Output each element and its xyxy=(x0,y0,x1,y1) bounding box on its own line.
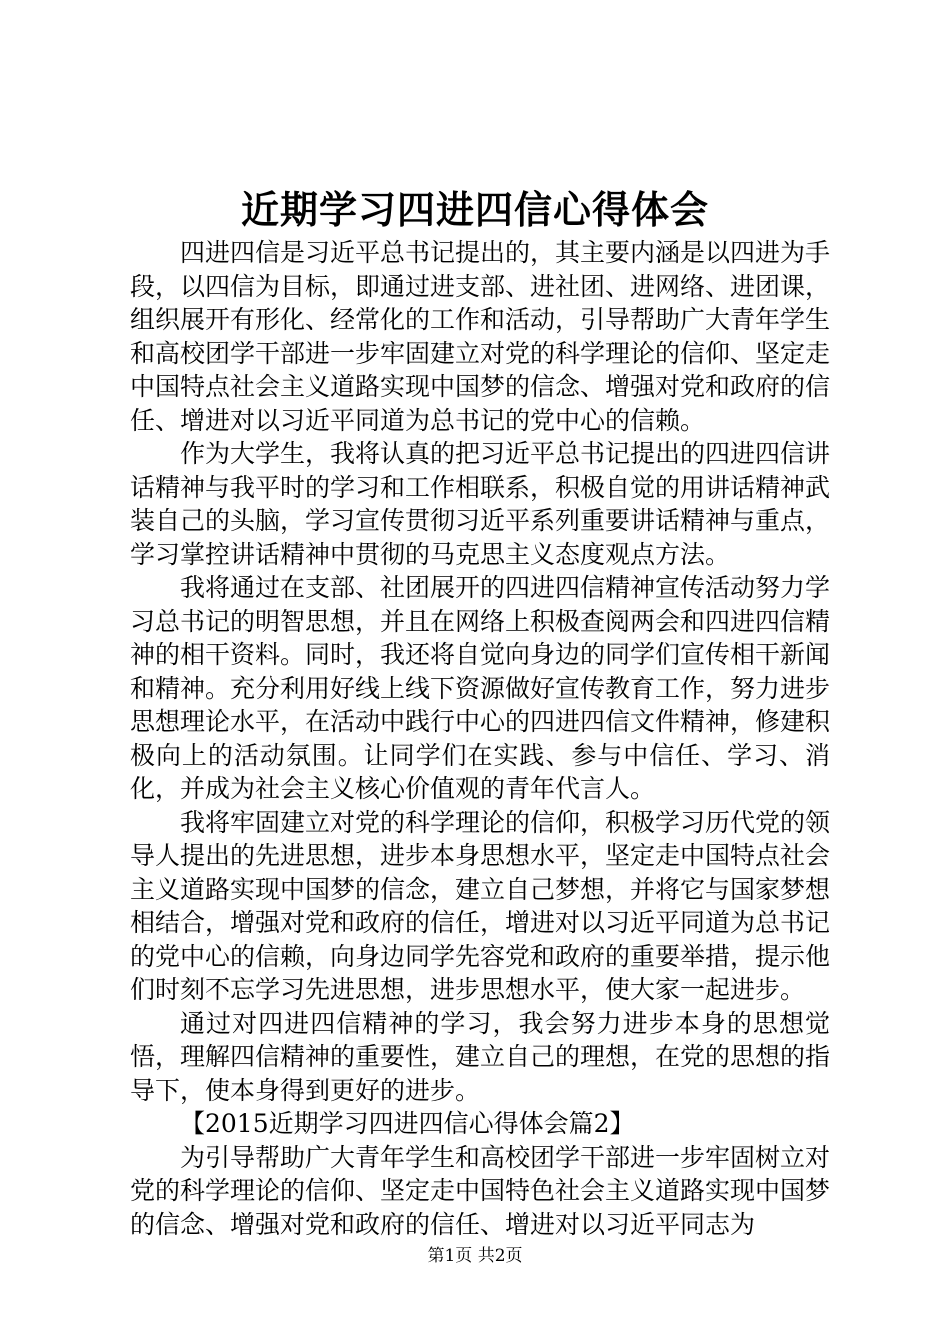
page-footer: 第1页 共2页 xyxy=(427,1246,523,1266)
paragraph-4: 我将牢固建立对党的科学理论的信仰，积极学习历代党的领导人提出的先进思想，进步本身思想水平，坚定走中国特点社会主义道路实现中国梦的信念，建立自己梦想，并将它与国家梦想相结合，增强对党和政府的信任，增进对以习近平同道为总书记的党中心的信赖，向身边同学先容党和政府的重要举措，提示他们时刻不忘学习先进思想，进步思想水平，使大家一起进步。 xyxy=(130,807,831,1004)
paragraph-2: 作为大学生，我将认真的把习近平总书记提出的四进四信讲话精神与我平时的学习和工作相联系，积极自觉的用讲话精神武装自己的头脑，学习宣传贯彻习近平系列重要讲话精神与重点，学习掌控讲话精神中贯彻的马克思主义态度观点方法。 xyxy=(130,439,831,569)
paragraph-3: 我将通过在支部、社团展开的四进四信精神宣传活动努力学习总书记的明智思想，并且在网络上积极查阅两会和四进四信精神的相干资料。同时，我还将自觉向身边的同学们宣传相干新闻和精神。充分利用好线上线下资源做好宣传教育工作，努力进步思想理论水平，在活动中践行中心的四进四信文件精神，修建积极向上的活动氛围。让同学们在实践、参与中信任、学习、消化，并成为社会主义核心价值观的青年代言人。 xyxy=(130,573,831,803)
document-title: 近期学习四进四信心得体会 xyxy=(240,187,709,232)
document-body xyxy=(130,236,830,1241)
section-heading: 【2015近期学习四进四信心得体会篇2】 xyxy=(180,1109,635,1138)
paragraph-6: 为引导帮助广大青年学生和高校团学干部进一步牢固树立对党的科学理论的信仰、坚定走中国特色社会主义道路实现中国梦的信念、增强对党和政府的信任、增进对以习近平同志为 xyxy=(130,1142,831,1239)
paragraph-1: 四进四信是习近平总书记提出的，其主要内涵是以四进为手段，以四信为目标，即通过进支部、进社团、进网络、进团课，组织展开有形化、经常化的工作和活动，引导帮助广大青年学生和高校团学干部进一步牢固建立对党的科学理论的信仰、坚定走中国特点社会主义道路实现中国梦的信念、增强对党和政府的信任、增进对以习近平同道为总书记的党中心的信赖。 xyxy=(130,238,831,435)
paragraph-5: 通过对四进四信精神的学习，我会努力进步本身的思想觉悟，理解四信精神的重要性，建立自己的理想，在党的思想的指导下，使本身得到更好的进步。 xyxy=(130,1008,831,1105)
